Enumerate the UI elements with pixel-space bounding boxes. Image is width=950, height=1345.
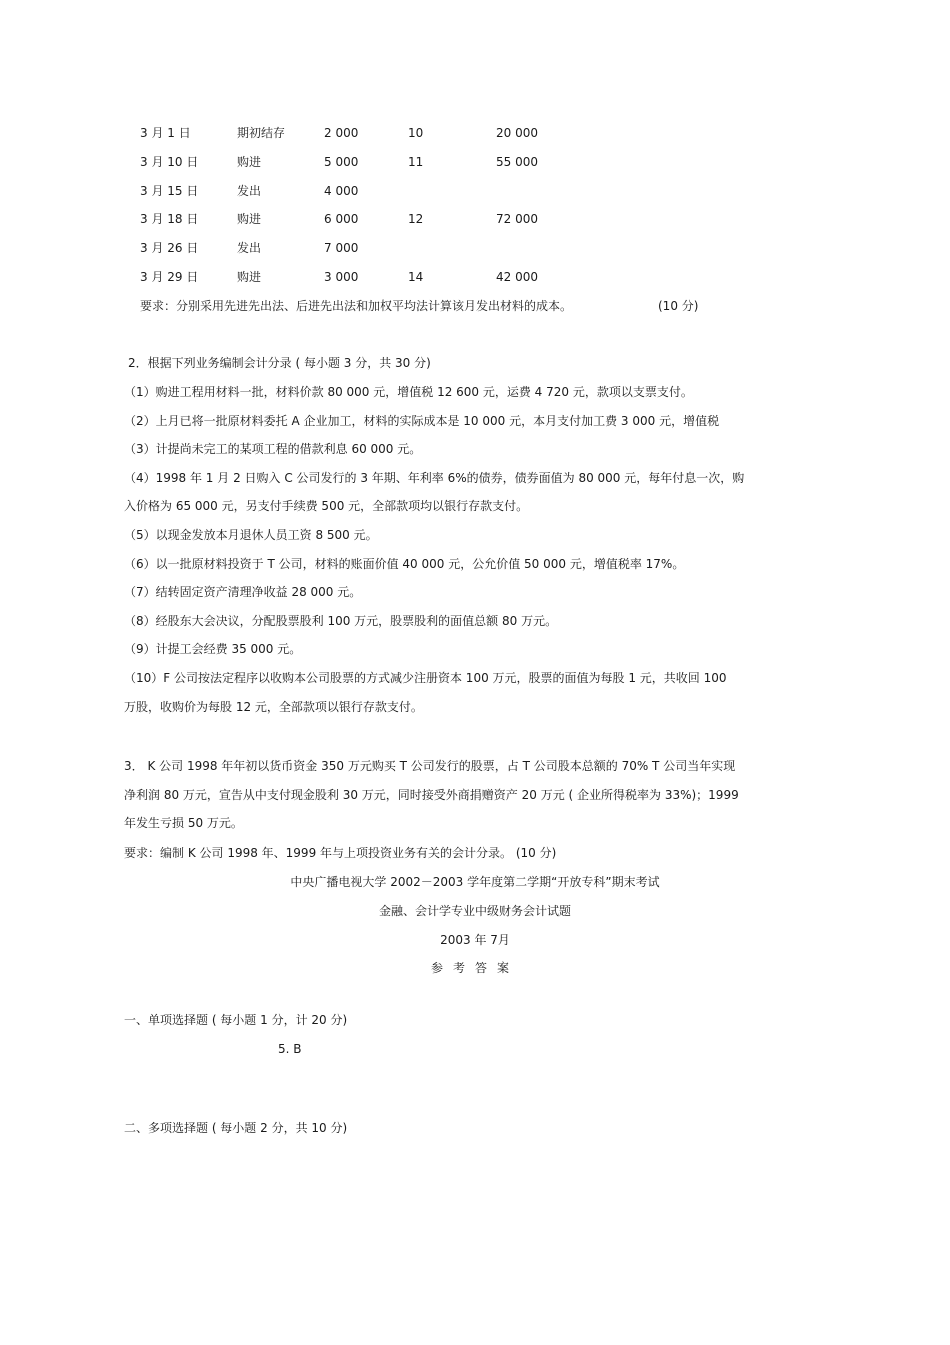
inventory-price: 10 (408, 126, 424, 140)
question-2-line: （4）1998 年 1 月 2 日购入 C 公司发行的 3 年期、年利率 6%的债券，债券面值为 80 000 元，每年付息一次，购 (124, 470, 745, 485)
inventory-date: 3 月 1 日 (140, 126, 191, 140)
question-2-line: （2）上月已将一批原材料委托 A 企业加工，材料的实际成本是 10 000 元，本月支付加工费 3 000 元，增值税 (124, 413, 720, 428)
question-3-text (124, 752, 829, 838)
inventory-date: 3 月 29 日 (140, 270, 199, 284)
inventory-item: 购进 (237, 270, 262, 284)
inventory-row (0, 267, 950, 287)
inventory-row (0, 181, 950, 201)
inventory-row (0, 209, 950, 229)
question-2-items (124, 378, 829, 721)
inventory-item: 购进 (237, 212, 262, 226)
exam-header-date: 2003 年 7月 (440, 933, 510, 947)
answers-section-1-heading: 一、单项选择题 ( 每小题 1 分，计 20 分) (124, 1013, 348, 1027)
inventory-item: 发出 (237, 184, 262, 198)
inventory-price: 14 (408, 270, 424, 284)
question-2-line: （9）计提工会经费 35 000 元。 (124, 642, 302, 657)
inventory-qty: 4 000 (324, 184, 359, 198)
inventory-requirement: 要求：分别采用先进先出法、后进先出法和加权平均法计算该月发出材料的成本。 (140, 299, 573, 313)
inventory-row (0, 152, 950, 172)
inventory-date: 3 月 26 日 (140, 241, 199, 255)
exam-header-subject: 金融、会计学专业中级财务会计试题 (378, 904, 571, 918)
question-2-line: （8）经股东大会决议，分配股票股利 100 万元，股票股利的面值总额 80 万元。 (124, 613, 558, 628)
inventory-qty: 7 000 (324, 241, 359, 255)
inventory-price: 11 (408, 155, 424, 169)
inventory-qty: 5 000 (324, 155, 359, 169)
question-2-line: （6）以一批原材料投资于 T 公司，材料的账面价值 40 000 元，公允价值 50 000 元，增值税率 17%。 (124, 556, 685, 571)
inventory-item: 期初结存 (237, 126, 286, 140)
question-2-line: （10）F 公司按法定程序以收购本公司股票的方式减少注册资本 100 万元，股票的面值为每股 1 元，共收回 100 (124, 670, 727, 685)
inventory-row (0, 123, 950, 143)
inventory-amount: 55 000 (496, 155, 538, 169)
question-2-line: 入价格为 65 000 元，另支付手续费 500 元，全部款项均以银行存款支付。 (124, 499, 529, 514)
exam-header-institution: 中央广播电视大学 2002－2003 学年度第二学期“开放专科”期末考试 (290, 875, 660, 889)
question-2-line: （1）购进工程用材料一批，材料价款 80 000 元，增值税 12 600 元，运费 4 720 元，款项以支票支付。 (124, 385, 693, 399)
question-3-line: 3． K 公司 1998 年年初以货币资金 350 万元购买 T 公司发行的股票，占 T 公司股本总额的 70% T 公司当年实现 (124, 759, 736, 773)
inventory-date: 3 月 15 日 (140, 184, 199, 198)
inventory-amount: 72 000 (496, 212, 538, 226)
inventory-amount: 42 000 (496, 270, 538, 284)
inventory-qty: 6 000 (324, 212, 359, 226)
question-3-requirement: 要求：编制 K 公司 1998 年、1999 年与上项投资业务有关的会计分录。 (10 分) (124, 846, 557, 860)
question-2-line: （7）结转固定资产清理净收益 28 000 元。 (124, 585, 362, 600)
question-3-line: 净利润 80 万元，宣告从中支付现金股利 30 万元，同时接受外商捐赠资产 20 万元 ( 企业所得税率为 33%)；1999 (124, 787, 739, 802)
answers-section-1-item: 5. B (278, 1042, 302, 1056)
inventory-item: 发出 (237, 241, 262, 255)
inventory-qty: 3 000 (324, 270, 359, 284)
inventory-date: 3 月 10 日 (140, 155, 199, 169)
question-2-line: 万股，收购价为每股 12 元，全部款项以银行存款支付。 (124, 699, 423, 714)
inventory-item: 购进 (237, 155, 262, 169)
question-2-line: （3）计提尚未完工的某项工程的借款利息 60 000 元。 (124, 442, 422, 457)
answer-key-title: 参考答案 (430, 961, 519, 975)
inventory-price: 12 (408, 212, 424, 226)
question-3-line: 年发生亏损 50 万元。 (124, 816, 243, 831)
answers-section-2-heading: 二、多项选择题 ( 每小题 2 分，共 10 分) (124, 1121, 348, 1135)
inventory-amount: 20 000 (496, 126, 538, 140)
inventory-requirement-score: (10 分) (658, 299, 699, 313)
question-2-heading: 2．根据下列业务编制会计分录 ( 每小题 3 分，共 30 分) (128, 356, 431, 370)
question-2-line: （5）以现金发放本月退休人员工资 8 500 元。 (124, 527, 378, 542)
inventory-row (0, 238, 950, 258)
inventory-date: 3 月 18 日 (140, 212, 199, 226)
inventory-qty: 2 000 (324, 126, 359, 140)
